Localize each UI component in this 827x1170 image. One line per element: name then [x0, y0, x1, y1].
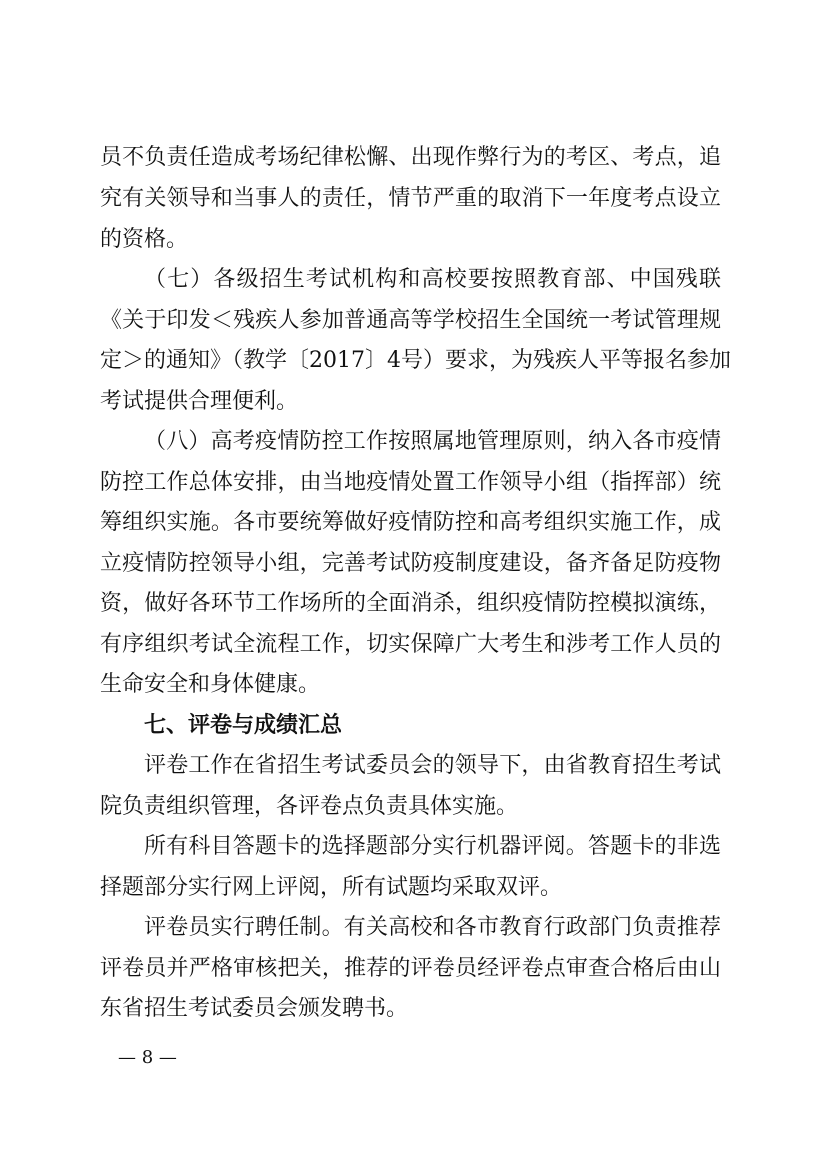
paragraph-line: 防控工作总体安排，由当地疫情处置工作领导小组（指挥部）统 [100, 470, 721, 495]
paragraph-line: 《关于印发＜残疾人参加普通高等学校招生全国统一考试管理规 [100, 308, 721, 333]
paragraph-line: 筹组织实施。各市要统筹做好疫情防控和高考组织实施工作，成 [100, 510, 721, 535]
paragraph-line: 东省招生考试委员会颁发聘书。 [100, 996, 409, 1021]
paragraph-line: 有序组织考试全流程工作，切实保障广大考生和涉考工作人员的 [100, 632, 721, 657]
paragraph-line: 评卷员并严格审核把关，推荐的评卷员经评卷点审查合格后由山 [100, 956, 721, 981]
paragraph-line: 择题部分实行网上评阅，所有试题均采取双评。 [100, 875, 563, 900]
paragraph-line: 员不负责任造成考场纪律松懈、出现作弊行为的考区、考点，追 [100, 145, 721, 170]
paragraph-line: 立疫情防控领导小组，完善考试防疫制度建设，备齐备足防疫物 [100, 551, 721, 576]
paragraph-first-line: （七）各级招生考试机构和高校要按照教育部、中国残联 [144, 267, 721, 292]
paragraph-first-line: 评卷员实行聘任制。有关高校和各市教育行政部门负责推荐 [144, 915, 721, 940]
section-heading: 七、评卷与成绩汇总 [144, 713, 343, 738]
paragraph-line: 院负责组织管理，各评卷点负责具体实施。 [100, 794, 519, 819]
page-number: — 8 — [118, 1047, 177, 1068]
paragraph-line: 的资格。 [100, 227, 189, 252]
paragraph-line: 定＞的通知》（教学〔2017〕4号）要求，为残疾人平等报名参加 [100, 348, 731, 373]
paragraph-first-line: 评卷工作在省招生考试委员会的领导下，由省教育招生考试 [144, 753, 721, 778]
paragraph-line: 生命安全和身体健康。 [100, 672, 321, 697]
paragraph-line: 究有关领导和当事人的责任，情节严重的取消下一年度考点设立 [100, 186, 721, 211]
paragraph-first-line: 所有科目答题卡的选择题部分实行机器评阅。答题卡的非选 [144, 834, 721, 859]
paragraph-line: 资，做好各环节工作场所的全面消杀，组织疫情防控模拟演练， [100, 591, 721, 616]
paragraph-first-line: （八）高考疫情防控工作按照属地管理原则，纳入各市疫情 [144, 429, 721, 454]
paragraph-line: 考试提供合理便利。 [100, 389, 299, 414]
